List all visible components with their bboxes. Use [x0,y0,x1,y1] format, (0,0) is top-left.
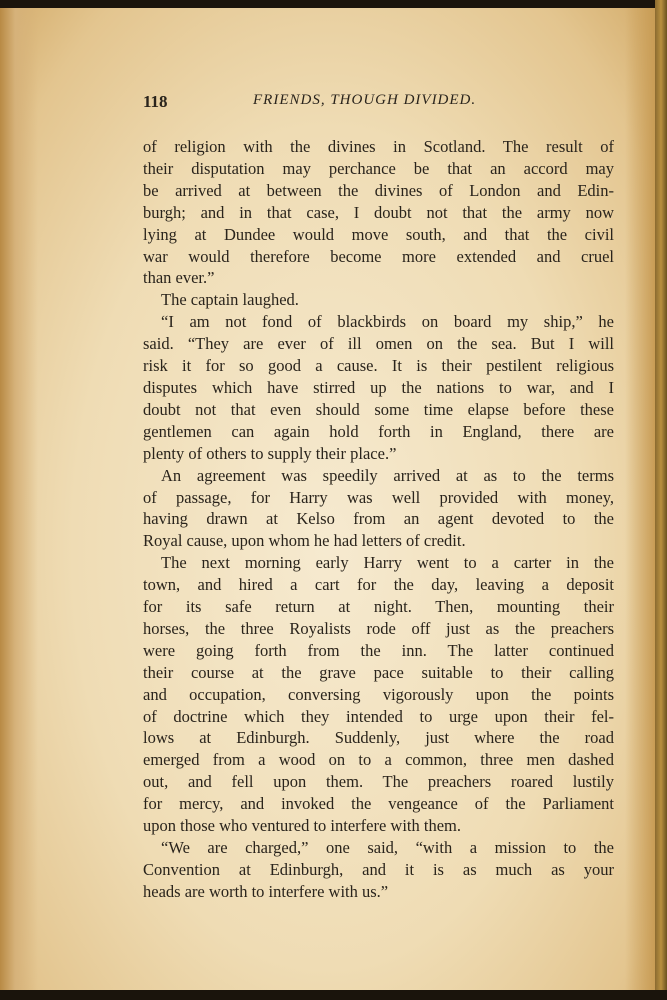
text-line: Convention at Edinburgh, and it is as much as your [143,859,614,879]
text-line: of doctrine which they intended to urge upon their fel- [143,706,614,726]
text-line: town, and hired a cart for the day, leaving a deposit [143,575,614,595]
text-line: said. “They are ever of ill omen on the sea. But I will [143,334,614,354]
text-line: “We are charged,” one said, “with a mission to the [161,838,614,857]
page-bottom-edge [0,990,667,1000]
text-line: for mercy, and invoked the vengeance of the Parliament [143,794,614,814]
text-line: their disputation may perchance be that an accord may [143,158,614,178]
text-line: “I am not fond of blackbirds on board my ship,” he [161,312,614,332]
text-line: and occupation, conversing vigorously upon the points [143,684,614,704]
text-line: lying at Dundee would move south, and that the civil [143,224,614,244]
text-line: heads are worth to interfere with us.” [143,881,389,901]
text-line: upon those who ventured to interfere with them. [143,816,462,836]
text-line: war would therefore become more extended and cruel [143,246,614,266]
page-header [143,92,613,116]
text-line: horses, the three Royalists rode off just as the preachers [143,618,614,638]
text-line: for its safe return at night. Then, mounting their [143,597,614,617]
text-line: gentlemen can again hold forth in England, there are [143,421,614,441]
text-line: out, and fell upon them. The preachers roared lustily [143,772,614,792]
text-line: doubt not that even should some time elapse before these [143,399,614,419]
book-page [0,8,655,990]
text-line: An agreement was speedily arrived at as to the terms [161,465,614,485]
page-number: 118 [143,92,168,111]
running-title: FRIENDS, THOUGH DIVIDED. [253,92,477,108]
text-line: of passage, for Harry was well provided with money, [143,487,614,507]
body-text [143,136,614,903]
text-line: The next morning early Harry went to a carter in the [161,553,614,573]
text-line: The captain laughed. [161,290,299,310]
text-line: burgh; and in that case, I doubt not that the army now [143,202,614,222]
text-line: their course at the grave pace suitable to their calling [143,662,614,682]
text-line: emerged from a wood on to a common, three men dashed [143,750,614,770]
text-line: Royal cause, upon whom he had letters of credit. [143,531,466,551]
text-line: be arrived at between the divines of London and Edin- [143,180,614,200]
text-line: of religion with the divines in Scotland. The result of [143,137,614,156]
page-edge [655,0,667,1000]
text-line: than ever.” [143,268,215,288]
text-line: risk it for so good a cause. It is their pestilent religious [143,356,614,376]
text-line: having drawn at Kelso from an agent devoted to the [143,509,614,529]
text-line: were going forth from the inn. The latter continued [143,640,614,660]
text-line: disputes which have stirred up the nations to war, and I [143,377,614,397]
text-line: lows at Edinburgh. Suddenly, just where the road [143,728,614,748]
text-line: plenty of others to supply their place.” [143,443,397,463]
